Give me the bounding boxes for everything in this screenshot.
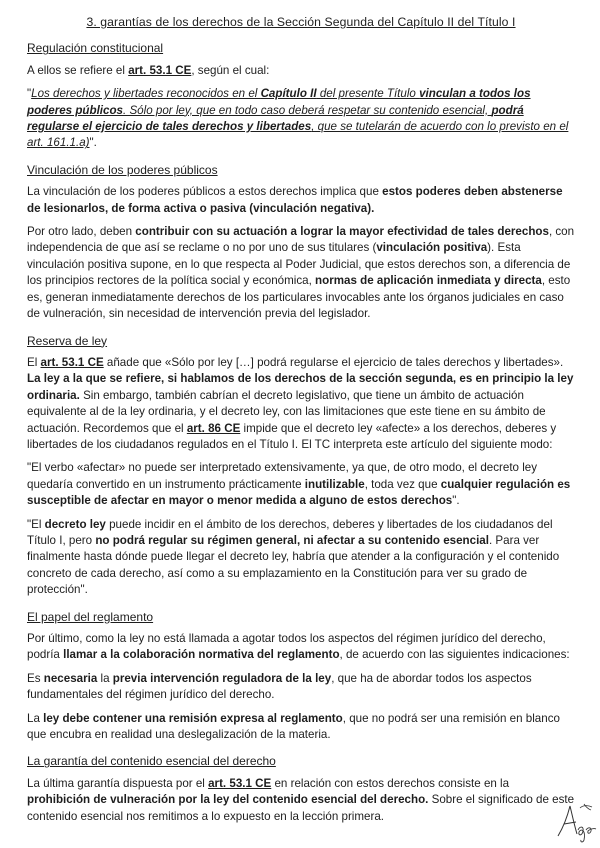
article-reference: art. 53.1 CE <box>40 355 104 369</box>
tc-quote: "El verbo «afectar» no puede ser interpretado extensivamente, ya que, de otro modo, el decreto ley quedaría convertido en un instrumento prácticamente inutilizable, toda vez que cualquier regulación es susceptible de afectar en mayor o menor medida a alguno de estos derechos". <box>27 461 571 508</box>
article-reference: art. 86 CE <box>186 421 241 435</box>
tc-quote: "El decreto ley puede incidir en el ámbito de los derechos, deberes y libertades de los ciudadanos del Título I, pero no podrá regular su régimen general, ni afectar a su contenido esencial. Para ver finalmente hasta dónde puede llegar el decreto ley, habría que atender a la configuración y el contenido concreto de cada derecho, así como a su emplazamiento en la Constitución para ver su grado de protección". <box>27 517 560 597</box>
signature-icon <box>550 796 598 844</box>
paragraph: La ley debe contener una remisión expresa al reglamento, que no podrá ser una remisión en blanco que encubra en realidad una deslegalización de la materia. <box>27 711 560 742</box>
constitution-quote: "Los derechos y libertades reconocidos en el Capítulo II del presente Título vinculan a todos los poderes públicos. Sólo por ley, que en todo caso deberá respetar su contenido esencial, podrá regularse el ejercicio de tales derechos y libertades, que se tutelarán de acuerdo con lo previsto en el art. 161.1.a)". <box>27 87 569 150</box>
document-page <box>27 14 575 835</box>
paragraph: La vinculación de los poderes públicos a estos derechos implica que estos poderes deben abstenerse de lesionarlos, de forma activa o pasiva (vinculación negativa). <box>27 185 563 215</box>
article-reference: art. 53.1 CE <box>208 776 272 790</box>
paragraph: A ellos se refiere el art. 53.1 CE, según el cual: <box>27 63 270 77</box>
article-reference: art. 53.1 CE <box>128 63 192 77</box>
section-heading: Regulación constitucional <box>27 41 164 56</box>
section-regulacion <box>27 40 575 151</box>
page-title: 3. garantías de los derechos de la Sección Segunda del Capítulo II del Título I <box>86 15 516 29</box>
paragraph: La última garantía dispuesta por el art. 53.1 CE en relación con estos derechos consiste en la prohibición de vulneración por la ley del contenido esencial del derecho. Sobre el significado de este contenido esencial nos remitimos a lo expuesto en la lección primera. <box>27 776 575 823</box>
paragraph: Por último, como la ley no está llamada a agotar todos los aspectos del régimen jurídico del derecho, podría llamar a la colaboración normativa del reglamento, de acuerdo con las siguientes indicaciones: <box>27 632 570 662</box>
paragraph: Por otro lado, deben contribuir con su actuación a lograr la mayor efectividad de tales derechos, con independencia de que así se reclame o no por uno de sus titulares (vinculación positiva). Esta vinculación positiva supone, en lo que respecta al Poder Judicial, que estos derechos son, a diferencia de los principios rectores de la política social y económica, normas de aplicación inmediata y directa, esto es, generan inmediatamente derechos de los particulares invocables ante los órganos judiciales en caso de vulneración, sin necesidad de intervención previa del legislador. <box>27 225 575 321</box>
section-reglamento <box>27 609 575 744</box>
section-heading: El papel del reglamento <box>27 609 154 624</box>
section-vinculacion <box>27 162 575 323</box>
paragraph: El art. 53.1 CE añade que «Sólo por ley […] podrá regularse el ejercicio de tales derechos y libertades». La ley a la que se refiere, si hablamos de los derechos de la sección segunda, es en principio la ley ordinaria. Sin embargo, también cabrían el decreto legislativo, que tiene un ámbito de actuación equivalente al de la ley ordinaria, y el decreto ley, con las limitaciones que este tiene en su ámbito de actuación. Recordemos que el art. 86 CE impide que el decreto ley «afecte» a los derechos, deberes y libertades de los ciudadanos regulados en el Título I. El TC interpreta este artículo del siguiente modo: <box>27 355 574 451</box>
section-contenido-esencial <box>27 753 575 825</box>
section-heading: La garantía del contenido esencial del derecho <box>27 754 276 769</box>
section-heading: Reserva de ley <box>27 333 108 348</box>
section-reserva-de-ley <box>27 333 575 599</box>
section-heading: Vinculación de los poderes públicos <box>27 162 218 177</box>
paragraph: Es necesaria la previa intervención reguladora de la ley, que ha de abordar todos los aspectos fundamentales del régimen jurídico del derecho. <box>27 671 532 702</box>
